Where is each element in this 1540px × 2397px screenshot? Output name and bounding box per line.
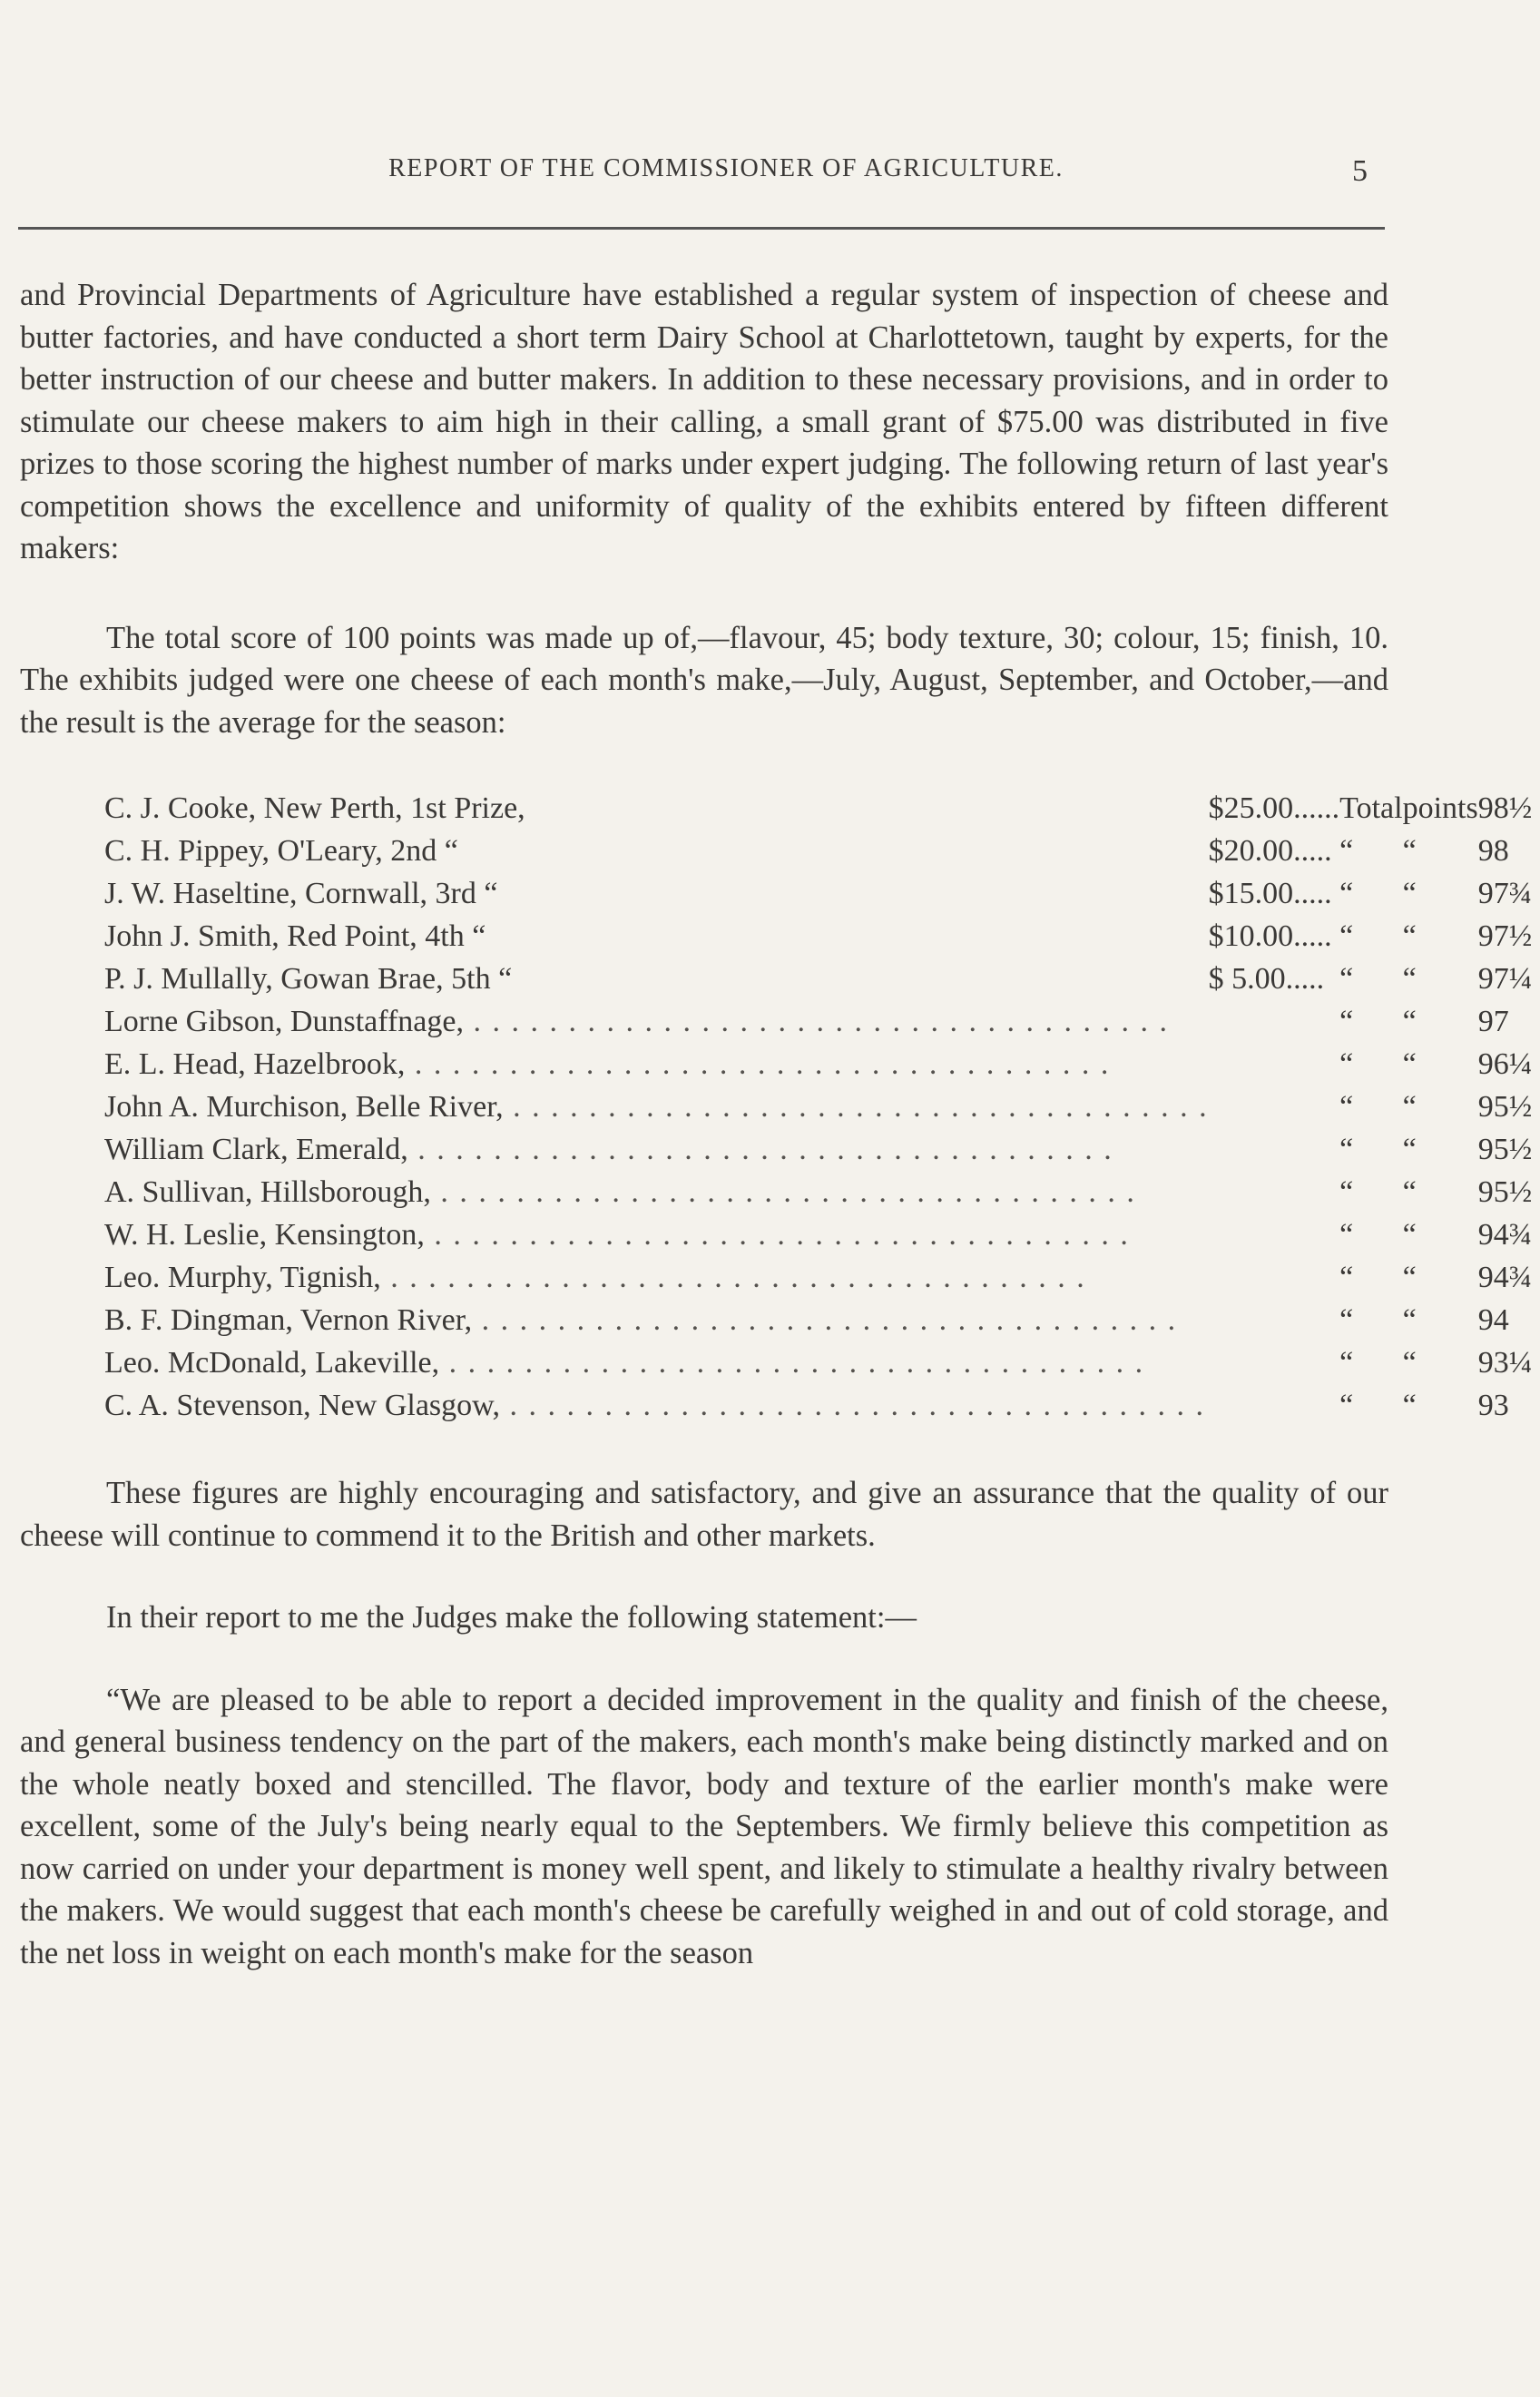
result-amount	[1209, 1000, 1340, 1043]
result-col-b-text: “	[1402, 919, 1417, 953]
result-col-a-text: “	[1339, 962, 1354, 996]
result-points-text: 97¾	[1477, 877, 1533, 910]
result-amount	[1209, 1256, 1340, 1299]
result-points-text: 97½	[1477, 919, 1533, 953]
result-points-text: 97¼	[1477, 962, 1533, 996]
result-col-b	[1403, 915, 1478, 958]
result-points-text: 94¾	[1477, 1261, 1533, 1294]
result-col-b-text: “	[1402, 1346, 1417, 1380]
body-text	[20, 274, 1533, 1974]
result-name-text: Leo. Murphy, Tignish,	[104, 1261, 381, 1294]
result-col-b	[1403, 1043, 1478, 1086]
result-col-b	[1403, 1086, 1478, 1128]
table-row	[104, 1341, 1532, 1384]
result-col-b	[1403, 1213, 1478, 1256]
result-col-a	[1339, 1043, 1402, 1086]
dot-leader: . . . . . . . . . . . . . . . . . . . . . . . . . . . . . . . . . . . . .	[407, 1133, 1113, 1166]
result-col-a-text: Total	[1339, 791, 1403, 825]
result-col-b-text: “	[1402, 1261, 1417, 1294]
result-name-text: C. H. Pippey, O'Leary, 2nd “	[104, 834, 458, 868]
table-row	[104, 915, 1532, 958]
result-col-a-text: “	[1339, 1133, 1354, 1166]
result-points-text: 97	[1477, 1005, 1509, 1038]
result-points-text: 96¼	[1477, 1047, 1533, 1081]
table-row	[104, 1086, 1532, 1128]
dot-leader: . . . . . . . . . . . . . . . . . . . . . . . . . . . . . . . . . . . . .	[430, 1175, 1136, 1209]
result-col-b-text: “	[1402, 1389, 1417, 1422]
result-name	[104, 1086, 1209, 1128]
result-col-b	[1403, 1384, 1478, 1427]
result-name	[104, 1341, 1209, 1384]
result-name	[104, 830, 1209, 872]
result-col-a-text: “	[1339, 834, 1354, 868]
result-amount	[1209, 1171, 1340, 1213]
result-name	[104, 958, 1209, 1000]
result-points	[1478, 1213, 1533, 1256]
result-amount	[1209, 1128, 1340, 1171]
result-points-text: 95½	[1477, 1133, 1533, 1166]
result-points	[1478, 1171, 1533, 1213]
result-name-text: A. Sullivan, Hillsborough,	[104, 1175, 431, 1209]
result-amount	[1209, 830, 1340, 872]
dot-leader: . . . . . . . . . . . . . . . . . . . . . . . . . . . . . . . . . . . . .	[439, 1346, 1145, 1380]
table-row	[104, 1384, 1532, 1427]
result-amount	[1209, 958, 1340, 1000]
result-points	[1478, 787, 1533, 830]
result-name	[104, 1384, 1209, 1427]
result-col-a-text: “	[1339, 1389, 1354, 1422]
result-col-a	[1339, 872, 1402, 915]
result-amount-text: $20.00.....	[1208, 834, 1332, 868]
page-header	[0, 154, 1540, 200]
result-col-a	[1339, 787, 1402, 830]
result-col-a	[1339, 1171, 1402, 1213]
result-name-text: B. F. Dingman, Vernon River,	[104, 1303, 473, 1337]
result-points	[1478, 830, 1533, 872]
result-col-a-text: “	[1339, 1303, 1354, 1337]
result-points-text: 94¾	[1477, 1218, 1533, 1252]
result-col-b-text: “	[1402, 1218, 1417, 1252]
page-number: 5	[1352, 154, 1368, 188]
table-row	[104, 1043, 1532, 1086]
result-col-a-text: “	[1339, 1346, 1354, 1380]
result-name-text: E. L. Head, Hazelbrook,	[104, 1047, 406, 1081]
paragraph-quote: “We are pleased to be able to report a decided improvement in the quality and finish of the cheese, and general business tendency on the part of the makers, each month's make being distinctly marked and on the whole neatly boxed and stencilled. The flavor, body and texture of the earlier month's make were excellent, some of the July's being nearly equal to the Septembers. We firmly believe this competition as now carried on under your department is money well spent, and likely to stimulate a healthy rivalry between the makers. We would suggest that each month's cheese be carefully weighed in and out of cold storage, and the net loss in weight on each month's make for the season	[20, 1682, 1388, 1970]
result-col-a	[1339, 830, 1402, 872]
result-col-a	[1339, 1128, 1402, 1171]
result-points	[1478, 1000, 1533, 1043]
result-points-text: 95½	[1477, 1175, 1533, 1209]
result-col-b-text: “	[1402, 877, 1417, 910]
result-col-b-text: “	[1402, 1090, 1417, 1124]
result-col-b	[1403, 958, 1478, 1000]
result-name-text: John J. Smith, Red Point, 4th “	[104, 919, 486, 953]
table-row	[104, 872, 1532, 915]
result-amount	[1209, 915, 1340, 958]
result-points-text: 95½	[1477, 1090, 1533, 1124]
result-points	[1478, 1043, 1533, 1086]
result-col-b	[1403, 1128, 1478, 1171]
paragraph-judges: In their report to me the Judges make the following statement:—	[106, 1600, 917, 1635]
result-col-a	[1339, 1341, 1402, 1384]
result-name	[104, 1299, 1209, 1341]
result-points	[1478, 1256, 1533, 1299]
result-name	[104, 1171, 1209, 1213]
dot-leader: . . . . . . . . . . . . . . . . . . . . . . . . . . . . . . . . . . . . .	[500, 1389, 1205, 1422]
result-col-b-text: “	[1402, 1005, 1417, 1038]
result-points	[1478, 1086, 1533, 1128]
result-name-text: P. J. Mullally, Gowan Brae, 5th “	[104, 962, 513, 996]
result-col-b-text: “	[1402, 834, 1417, 868]
dot-leader: . . . . . . . . . . . . . . . . . . . . . . . . . . . . . . . . . . . . .	[380, 1261, 1086, 1294]
table-row	[104, 787, 1532, 830]
result-col-a-text: “	[1339, 877, 1354, 910]
result-name	[104, 1256, 1209, 1299]
result-amount	[1209, 1384, 1340, 1427]
result-col-a	[1339, 1384, 1402, 1427]
result-col-b-text: “	[1402, 1303, 1417, 1337]
result-col-b	[1403, 1256, 1478, 1299]
result-col-a-text: “	[1339, 1218, 1354, 1252]
result-col-a	[1339, 1213, 1402, 1256]
result-col-b-text: “	[1402, 1133, 1417, 1166]
result-col-a	[1339, 1256, 1402, 1299]
result-points	[1478, 915, 1533, 958]
running-head: REPORT OF THE COMMISSIONER OF AGRICULTURE.	[388, 154, 1064, 182]
table-row	[104, 958, 1532, 1000]
result-name-text: W. H. Leslie, Kensington,	[104, 1218, 425, 1252]
result-name	[104, 1000, 1209, 1043]
result-points	[1478, 958, 1533, 1000]
result-col-b-text: “	[1402, 1175, 1417, 1209]
header-rule	[18, 227, 1385, 230]
result-col-b	[1403, 1299, 1478, 1341]
result-name-text: Leo. McDonald, Lakeville,	[104, 1346, 440, 1380]
result-col-b	[1403, 1000, 1478, 1043]
table-row	[104, 1128, 1532, 1171]
result-col-a	[1339, 1086, 1402, 1128]
result-col-b	[1403, 787, 1478, 830]
paragraph-figures: These figures are highly encouraging and satisfactory, and give an assurance that the quality of our cheese will continue to commend it to the British and other markets.	[20, 1476, 1388, 1553]
result-amount	[1209, 1341, 1340, 1384]
dot-leader: . . . . . . . . . . . . . . . . . . . . . . . . . . . . . . . . . . . . .	[405, 1047, 1111, 1081]
result-col-b-text: “	[1402, 962, 1417, 996]
result-name	[104, 1043, 1209, 1086]
result-points-text: 94	[1477, 1303, 1509, 1337]
result-col-a-text: “	[1339, 919, 1354, 953]
result-points-text: 93¼	[1477, 1346, 1533, 1380]
result-amount	[1209, 1213, 1340, 1256]
result-name-text: C. J. Cooke, New Perth, 1st Prize,	[104, 791, 525, 825]
result-col-a-text: “	[1339, 1261, 1354, 1294]
result-points-text: 98	[1477, 834, 1509, 868]
result-points-text: 93	[1477, 1389, 1509, 1422]
result-col-b	[1403, 830, 1478, 872]
result-name-text: J. W. Haseltine, Cornwall, 3rd “	[104, 877, 498, 910]
result-amount-text: $15.00.....	[1208, 877, 1332, 910]
result-amount-text: $10.00.....	[1208, 919, 1332, 953]
result-col-a	[1339, 958, 1402, 1000]
result-col-a-text: “	[1339, 1090, 1354, 1124]
result-col-a	[1339, 1000, 1402, 1043]
result-amount	[1209, 1299, 1340, 1341]
result-amount	[1209, 872, 1340, 915]
dot-leader: . . . . . . . . . . . . . . . . . . . . . . . . . . . . . . . . . . . . .	[463, 1005, 1169, 1038]
table-row	[104, 1256, 1532, 1299]
table-row	[104, 1213, 1532, 1256]
result-amount-text: $25.00......	[1208, 791, 1340, 825]
result-col-b	[1403, 872, 1478, 915]
competition-results-table	[104, 787, 1532, 1427]
result-col-b-text: “	[1402, 1047, 1417, 1081]
result-amount-text: $ 5.00.....	[1208, 962, 1325, 996]
result-name-text: C. A. Stevenson, New Glasgow,	[104, 1389, 500, 1422]
result-col-a-text: “	[1339, 1005, 1354, 1038]
result-col-a-text: “	[1339, 1175, 1354, 1209]
result-col-a	[1339, 1299, 1402, 1341]
table-row	[104, 1171, 1532, 1213]
result-name	[104, 1213, 1209, 1256]
result-col-b-text: points	[1402, 791, 1478, 825]
dot-leader: . . . . . . . . . . . . . . . . . . . . . . . . . . . . . . . . . . . . .	[424, 1218, 1130, 1252]
table-row	[104, 1299, 1532, 1341]
result-points	[1478, 1128, 1533, 1171]
result-amount	[1209, 1086, 1340, 1128]
result-points-text: 98½	[1477, 791, 1533, 825]
paragraph-score: The total score of 100 points was made up of,—flavour, 45; body texture, 30; colour, 15; finish, 10. The exhibits judged were one cheese of each month's make,—July, August, September, and October,—and the result is the average for the season:	[20, 620, 1388, 740]
result-points	[1478, 1384, 1533, 1427]
result-col-a	[1339, 915, 1402, 958]
result-name	[104, 872, 1209, 915]
result-name	[104, 1128, 1209, 1171]
paragraph-intro: and Provincial Departments of Agriculture have established a regular system of inspection of cheese and butter factories, and have conducted a short term Dairy School at Charlottetown, taught by experts, for the better instruction of our cheese and butter makers. In addition to these necessary provisions, and in order to stimulate our cheese makers to aim high in their calling, a small grant of $75.00 was distributed in five prizes to those scoring the highest number of marks under expert judging. The following return of last year's competition shows the excellence and uniformity of quality of the exhibits entered by fifteen different makers:	[20, 278, 1388, 565]
result-col-a-text: “	[1339, 1047, 1354, 1081]
result-points	[1478, 872, 1533, 915]
table-row	[104, 1000, 1532, 1043]
result-name-text: John A. Murchison, Belle River,	[104, 1090, 504, 1124]
result-amount	[1209, 1043, 1340, 1086]
result-col-b	[1403, 1341, 1478, 1384]
result-name-text: William Clark, Emerald,	[104, 1133, 408, 1166]
result-name	[104, 787, 1209, 830]
result-name-text: Lorne Gibson, Dunstaffnage,	[104, 1005, 464, 1038]
result-points	[1478, 1341, 1533, 1384]
table-row	[104, 830, 1532, 872]
dot-leader: . . . . . . . . . . . . . . . . . . . . . . . . . . . . . . . . . . . . .	[472, 1303, 1178, 1337]
result-points	[1478, 1299, 1533, 1341]
dot-leader: . . . . . . . . . . . . . . . . . . . . . . . . . . . . . . . . . . . . .	[503, 1090, 1209, 1124]
result-name	[104, 915, 1209, 958]
result-col-b	[1403, 1171, 1478, 1213]
result-amount	[1209, 787, 1340, 830]
